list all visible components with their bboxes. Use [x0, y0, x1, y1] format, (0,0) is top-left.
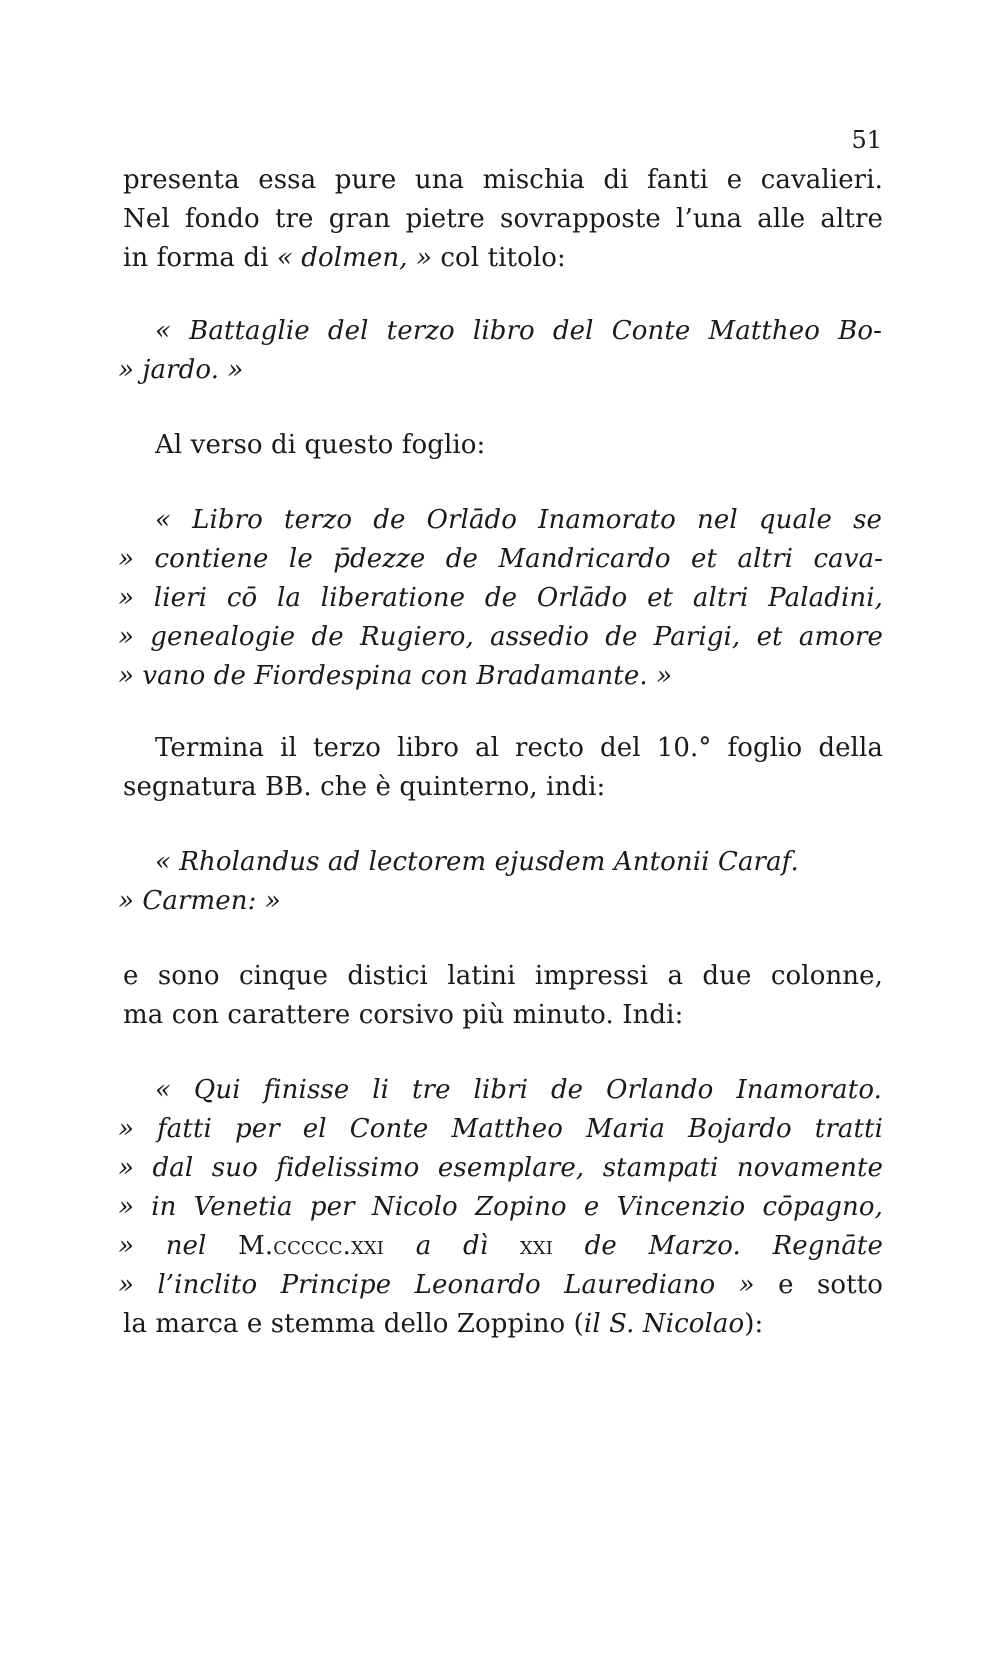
- text-line-3: [123, 238, 883, 278]
- text-line-distici-2: ma con carattere corsivo più minuto. Indi:: [123, 1000, 684, 1030]
- quote-finisse-line-5-a: » nel: [118, 1231, 207, 1261]
- quote-battaglie-line-2: » jardo. »: [118, 355, 244, 385]
- quote-finisse-line-6: [118, 1265, 883, 1305]
- page-number: 51: [851, 126, 882, 154]
- quote-finisse-line-5-e: de Marzo. Regnāte: [584, 1231, 883, 1261]
- text-line-marca-saint: il S. Nicolao: [583, 1309, 745, 1339]
- quote-finisse-line-3: » dal suo fidelissimo esemplare, stampati novamente: [118, 1153, 883, 1183]
- text-line-termina-1: Termina il terzo libro al recto del 10.° foglio della: [155, 733, 883, 763]
- quote-rholandus-line-1: « Rholandus ad lectorem ejusdem Antonii Caraf.: [155, 847, 799, 877]
- quote-finisse-line-5-c: a dì: [415, 1231, 489, 1261]
- text-line-3-end: col titolo:: [440, 243, 566, 273]
- text-line-2: Nel fondo tre gran pietre sovrapposte l’una alle altre: [123, 204, 883, 234]
- quote-libro-line-5: » vano de Fiordespina con Bradamante. »: [118, 661, 673, 691]
- text-line-marca-a: la marca e stemma dello Zoppino (: [123, 1309, 584, 1339]
- text-line-termina-2: segnatura BB. che è quinterno, indi:: [123, 772, 606, 802]
- quote-finisse-line-5-day: xxi: [519, 1231, 553, 1261]
- text-line-distici-1: e sono cinque distici latini impressi a due colonne,: [123, 961, 883, 991]
- quote-libro-line-3: » lieri cō la liberatione de Orlādo et altri Paladini,: [118, 583, 883, 613]
- text-line-marca: [123, 1304, 883, 1344]
- quote-finisse-line-5: [118, 1226, 883, 1266]
- quote-finisse-line-5-date: M.ccccc.xxi: [238, 1231, 385, 1261]
- text-line-3-start: in forma di: [123, 243, 269, 273]
- quote-finisse-line-6-quote: » l’inclito Principe Leonardo Laurediano »: [118, 1270, 755, 1300]
- quote-finisse-line-2: » fatti per el Conte Mattheo Maria Bojardo tratti: [118, 1114, 883, 1144]
- quote-finisse-line-6-rest: e sotto: [778, 1270, 883, 1300]
- quote-finisse-line-4: » in Venetia per Nicolo Zopino e Vincenzio cōpagno,: [118, 1192, 883, 1222]
- quote-libro-line-1: « Libro terzo de Orlādo Inamorato nel quale se: [155, 505, 882, 535]
- quote-finisse-line-1: « Qui finisse li tre libri de Orlando Inamorato.: [155, 1075, 882, 1105]
- text-line-marca-c: ):: [744, 1309, 764, 1339]
- quote-rholandus-line-2: » Carmen: »: [118, 886, 281, 916]
- text-line-al-verso: Al verso di questo foglio:: [155, 430, 486, 460]
- text-line-3-dolmen: « dolmen, »: [276, 243, 432, 273]
- text-line-1: presenta essa pure una mischia di fanti e cavalieri.: [123, 165, 883, 195]
- quote-libro-line-2: » contiene le p̄dezze de Mandricardo et altri cava-: [118, 544, 883, 574]
- quote-battaglie-line-1: « Battaglie del terzo libro del Conte Mattheo Bo-: [155, 316, 882, 346]
- quote-libro-line-4: » genealogie de Rugiero, assedio de Parigi, et amore: [118, 622, 883, 652]
